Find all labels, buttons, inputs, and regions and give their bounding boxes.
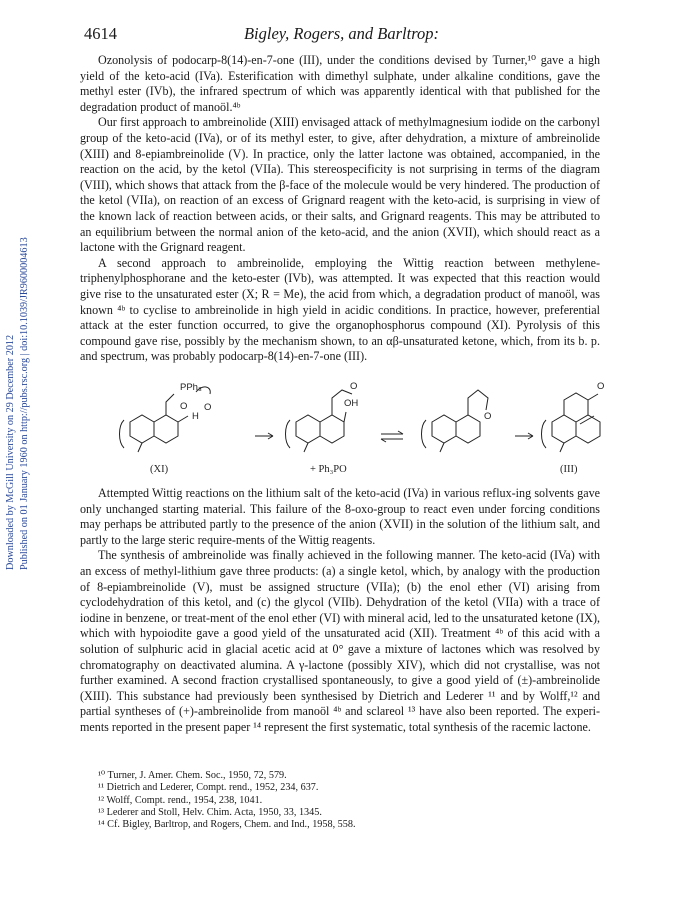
equilibrium-arrow: [381, 431, 403, 442]
footnote-14: ¹⁴ Cf. Bigley, Barltrop, and Rogers, Chem. and Ind., 1958, 558.: [98, 819, 356, 831]
arrow-2: [515, 433, 533, 439]
footnotes: [98, 770, 578, 831]
body-text-bottom: [80, 486, 600, 736]
reaction-scheme-drawing: [110, 374, 610, 479]
footnote-13: ¹³ Lederer and Stoll, Helv. Chim. Acta, 1950, 33, 1345.: [98, 806, 322, 818]
download-sidebar: [4, 170, 38, 570]
atom-o2: O: [204, 402, 212, 413]
label-xi: (XI): [150, 464, 169, 475]
atom-o1: O: [180, 401, 188, 412]
structure-lactol: [422, 390, 492, 452]
paragraph-1: Ozonolysis of podocarp-8(14)-en-7-one (III), under the conditions devised by Turner,¹⁰ gave a high yield of the keto-acid (IVa). Esterification with dimethyl sulphate, under alkaline conditions, gave the methyl ester (IVb), the infrared spectrum of which was apparently identical with that published for the degradation product of manoöl.⁴ᵇ: [80, 53, 600, 114]
sidebar-published-line[interactable]: Downloaded by McGill University on 29 December 2012: [5, 334, 16, 570]
structure-iii: [542, 393, 601, 452]
page-number: 4614: [84, 24, 117, 43]
body-text-top: [80, 53, 600, 365]
paragraph-5: The synthesis of ambreinolide was finally achieved in the following manner. The keto-acid (IVa) with an excess of methyl-lithium gave three products: (a) a single ketol, which, by analogy with the production of 8-epiambreinolide (V), must be assigned structure (VIIa); (b) the enol ether (VI) arising from cyclodehydration of this ketol, and (c) the glycol (VIIb). Dehydration of the ketol (VIIa) with a trace of iodine in benzene, or treat-ment of the enol ether (VI) with mineral acid, led to the unsaturated ketone (IX), which with hypoiodite gave a good yield of the unsaturated acid (XII). Treatment ⁴ᵇ of this acid with a solution of sulphuric acid in glacial acetic acid at 0° gave a mixture of lactones which was resolved by chromatography on deactivated alumina. A γ-lactone (possibly XIV), which did not crystallise, was not further examined. A second fraction crystallised spontaneously, to give a good yield of (±)-ambreinolide (XIII). This substance had previously been synthesised by Dietrich and Lederer ¹¹ and by Wolff,¹² and partial syntheses of (+)-ambreinolide from manoöl ⁴ᵇ and sclareol ¹³ have also been reported. The experi-ments reported in the present paper ¹⁴ represent the first systematic, total synthesis of the racemic lactone.: [80, 548, 600, 734]
atom-oh: OH: [344, 398, 359, 409]
page-header: [84, 24, 599, 44]
atom-o4: O: [484, 411, 492, 422]
label-ph3po: + Ph₃PO: [310, 464, 347, 475]
paragraph-2: Our first approach to ambreinolide (XIII) envisaged attack of methylmagnesium iodide on the carbonyl group of the keto-acid (IVa), or of its methyl ester, to give, after dehydration, a mixture of ambreinolide (XIII) and 8-epiambreinolide (V). In practice, only the latter lactone was obtained, accompanied, in the reaction on the acid, by the ketol (VIIa). This stereospecificity is not surprising in terms of the diagram (VIII), which shows that attack from the β-face of the molecule would be very hindered. The production of the ketol (VIIa), on reaction of an excess of Grignard reagent with the keto-acid, is surprising in view of the known lack of reaction between acids, or their salts, and Grignard reagents. This may be attributed to an equilibrium between the normal anion of the keto-acid, and the anion (XVII), which should react as a lactone with the Grignard reagent.: [80, 115, 600, 255]
footnote-12: ¹² Wolff, Compt. rend., 1954, 238, 1041.: [98, 794, 263, 806]
atom-h: H: [192, 411, 199, 422]
reaction-scheme: [110, 374, 610, 479]
atom-o3: O: [350, 381, 358, 392]
atom-o5: O: [597, 381, 605, 392]
paragraph-3: A second approach to ambreinolide, employing the Wittig reaction between methylene-triphenylphosphorane and the keto-ester (IVb), was attempted. It was expected that this reaction would give rise to the unsaturated ester (X; R = Me), the acid from which, a degradation product of manoöl, was known ⁴ᵇ to cyclise to ambreinolide in high yield in acidic conditions. In practice, however, preferential attack at the ester function occurred, to give the organophosphorus compound (XI). Pyrolysis of this compound gave rise, possibly by the mechanism shown, to an αβ-unsaturated ketone, which, from its b. p. and spectrum, was probably podocarp-8(14)-en-7-one (III).: [80, 255, 600, 364]
sidebar-download-line[interactable]: Published on 01 January 1960 on http://pubs.rsc.org | doi:10.1039/JR9600004613: [19, 237, 30, 570]
footnote-10: ¹⁰ Turner, J. Amer. Chem. Soc., 1950, 72, 579.: [98, 770, 287, 781]
paragraph-4: Attempted Wittig reactions on the lithium salt of the keto-acid (IVa) in various reflux-ing solvents gave only unchanged starting material. This failure of the 8-oxo-group to react even under forcing conditions may perhaps be attributed partly to the presence of the anion (XVII) in the solution of the lithium salt, and partly to the large steric require-ments of the Wittig reagents.: [80, 486, 600, 547]
structure-hydroxy: [286, 390, 353, 452]
running-title: Bigley, Rogers, and Barltrop:: [243, 24, 440, 43]
footnote-11: ¹¹ Dietrich and Lederer, Compt. rend., 1952, 234, 637.: [98, 782, 319, 794]
atom-pph3: PPh₃: [180, 382, 202, 393]
label-iii: (III): [560, 464, 578, 475]
